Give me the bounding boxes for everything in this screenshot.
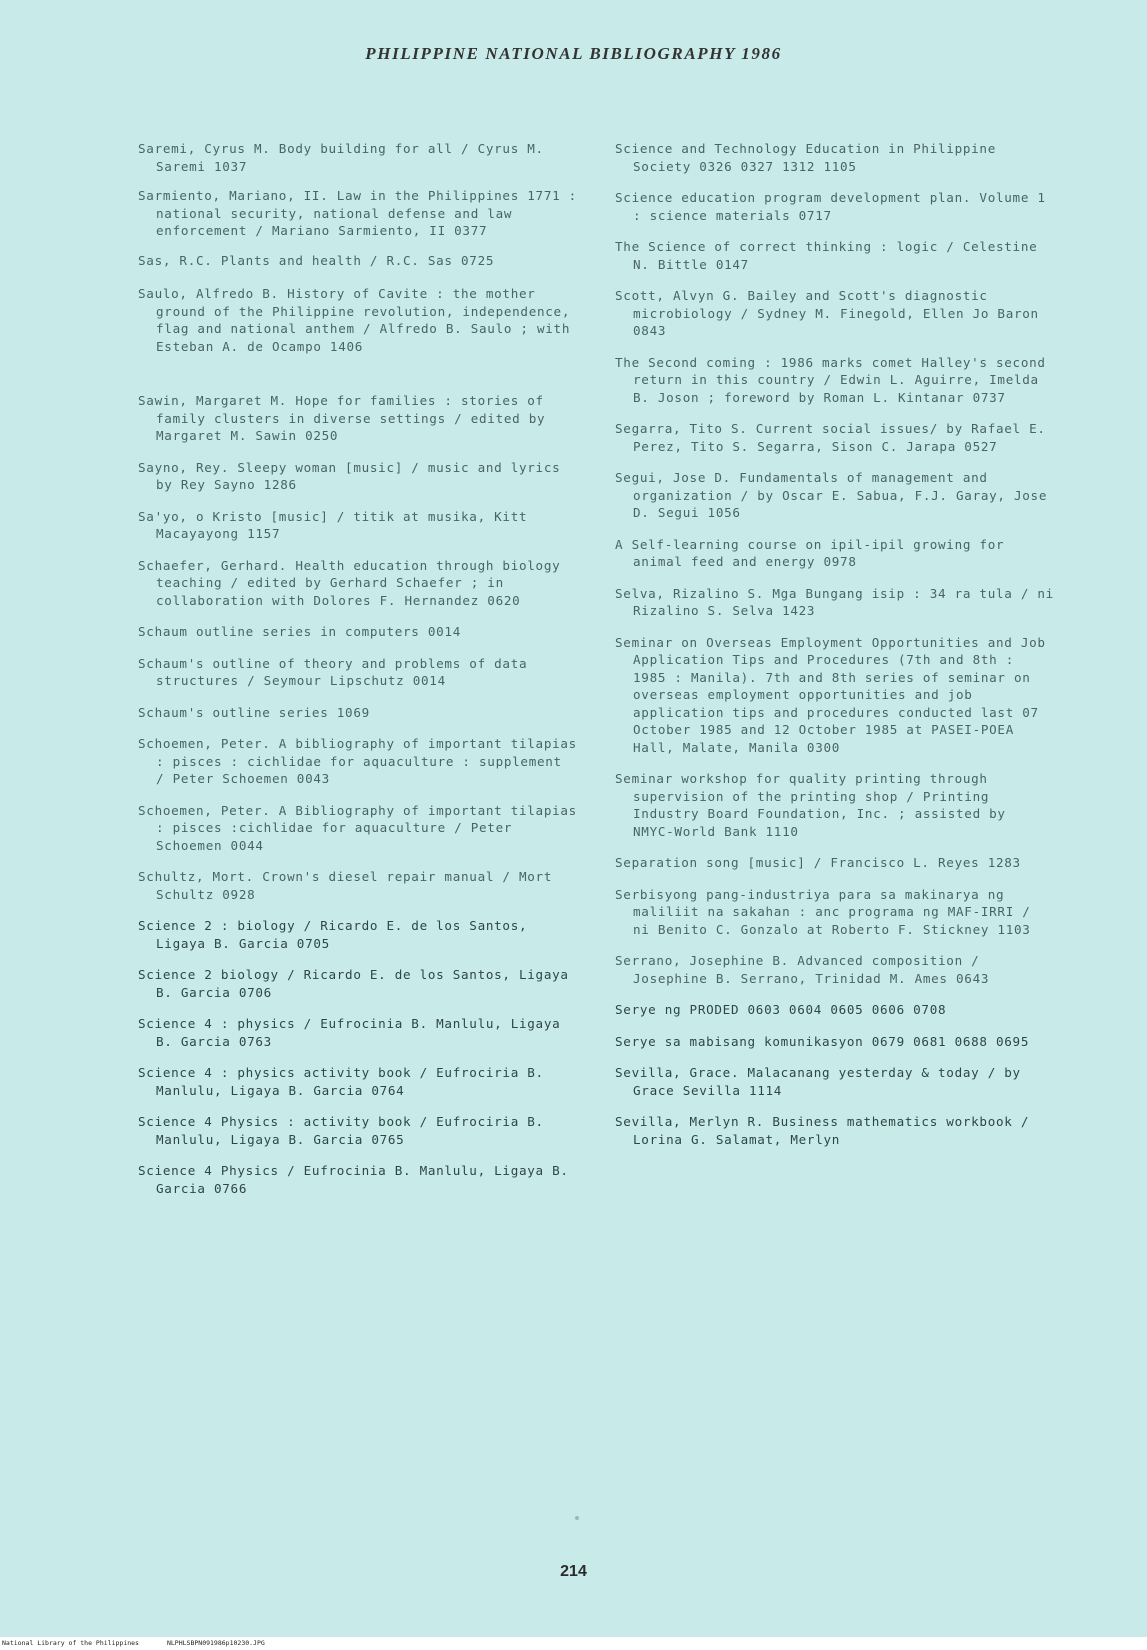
list-item: The Second coming : 1986 marks comet Halley's second return in this country / Edwin L. Aguirre, Imelda B. Joson ; foreword by Roman L. Kintanar 0737 — [615, 354, 1046, 405]
list-item: Science and Technology Education in Philippine Society 0326 0327 1312 1105 — [615, 141, 996, 174]
list-item: Serbisyong pang-industriya para sa makinarya ng maliliit na sakahan : anc programa ng MAF-IRRI / ni Benito C. Gonzalo at Roberto F. Stickney 1103 — [615, 886, 1031, 937]
list-item: Sevilla, Grace. Malacanang yesterday & today / by Grace Sevilla 1114 — [615, 1065, 1021, 1098]
right-column — [615, 140, 1055, 1162]
list-item: Sawin, Margaret M. Hope for families : stories of family clusters in diverse settings / edited by Margaret M. Sawin 0250 — [138, 393, 546, 443]
list-item: Scott, Alvyn G. Bailey and Scott's diagnostic microbiology / Sydney M. Finegold, Ellen Jo Baron 0843 — [615, 288, 1039, 338]
list-item: Schaum outline series in computers 0014 — [138, 624, 462, 639]
list-item: Schaum's outline series 1069 — [138, 704, 370, 720]
list-item: Science 2 biology / Ricardo E. de los Santos, Ligaya B. Garcia 0706 — [138, 967, 569, 1000]
list-item: Sarmiento, Mariano, II. Law in the Philippines 1771 : national security, national defense and law enforcement / Mariano Sarmiento, II 0377 — [138, 188, 577, 238]
list-item: Schultz, Mort. Crown's diesel repair manual / Mort Schultz 0928 — [138, 869, 553, 902]
list-item: Saremi, Cyrus M. Body building for all / Cyrus M. Saremi 1037 — [138, 141, 544, 174]
list-item: The Science of correct thinking : logic / Celestine N. Bittle 0147 — [615, 239, 1038, 272]
footer-library-name: National Library of the Philippines — [2, 1639, 139, 1647]
list-item: Science education program development plan. Volume 1 : science materials 0717 — [615, 190, 1046, 223]
list-item: Saulo, Alfredo B. History of Cavite : the mother ground of the Philippine revolution, independence, flag and national anthem / Alfredo B. Saulo ; with Esteban A. de Ocampo 1406 — [138, 286, 571, 354]
list-item: A Self-learning course on ipil-ipil growing for animal feed and energy 0978 — [615, 536, 1005, 569]
scan-footer — [0, 1637, 1147, 1650]
footer-file-name: NLPHLSBPN091986p10230.JPG — [166, 1639, 265, 1647]
list-item: Sevilla, Merlyn R. Business mathematics workbook / Lorina G. Salamat, Merlyn — [615, 1114, 1030, 1147]
list-item: Serye sa mabisang komunikasyon 0679 0681 0688 0695 — [615, 1033, 1030, 1049]
list-item: Science 4 : physics / Eufrocinia B. Manlulu, Ligaya B. Garcia 0763 — [138, 1016, 561, 1049]
list-item: Seminar workshop for quality printing through supervision of the printing shop / Printing Industry Board Foundation, Inc. ; assisted by NMYC-World Bank 1110 — [615, 771, 1006, 839]
page-title: PHILIPPINE NATIONAL BIBLIOGRAPHY 1986 — [365, 44, 782, 63]
left-column — [138, 140, 578, 1211]
list-item: Science 4 Physics : activity book / Eufrociria B. Manlulu, Ligaya B. Garcia 0765 — [138, 1114, 544, 1147]
list-item: Segui, Jose D. Fundamentals of management and organization / by Oscar E. Sabua, F.J. Garay, Jose D. Segui 1056 — [615, 470, 1048, 520]
list-item: Science 4 : physics activity book / Eufrociria B. Manlulu, Ligaya B. Garcia 0764 — [138, 1065, 544, 1098]
list-item: Schaefer, Gerhard. Health education through biology teaching / edited by Gerhard Schaefer ; in collaboration with Dolores F. Hernandez 0620 — [138, 557, 561, 608]
list-item: Segarra, Tito S. Current social issues/ by Rafael E. Perez, Tito S. Segarra, Sison C. Jarapa 0527 — [615, 421, 1046, 454]
list-item: Science 2 : biology / Ricardo E. de los Santos, Ligaya B. Garcia 0705 — [138, 918, 528, 951]
list-item: Serrano, Josephine B. Advanced composition / Josephine B. Serrano, Trinidad M. Ames 0643 — [615, 953, 990, 986]
list-item: Sayno, Rey. Sleepy woman [music] / music and lyrics by Rey Sayno 1286 — [138, 459, 561, 492]
list-item: Seminar on Overseas Employment Opportunities and Job Application Tips and Procedures (7th and 8th : 1985 : Manila). 7th and 8th series of seminar on overseas employment opportunities and job application tips and procedures conducted last 07 October 1985 and 12 October 1985 at PASEI-POEA Hall, Malate, Manila 0300 — [615, 634, 1046, 755]
list-item: Schoemen, Peter. A bibliography of important tilapias : pisces : cichlidae for aquaculture : supplement / Peter Schoemen 0043 — [138, 736, 577, 786]
list-item: Science 4 Physics / Eufrocinia B. Manlulu, Ligaya B. Garcia 0766 — [138, 1163, 569, 1196]
page-number: 214 — [560, 1563, 587, 1580]
list-item: Serye ng PRODED 0603 0604 0605 0606 0708 — [615, 1002, 947, 1017]
list-item: Selva, Rizalino S. Mga Bungang isip : 34 ra tula / ni Rizalino S. Selva 1423 — [615, 585, 1054, 618]
list-item: Schaum's outline of theory and problems of data structures / Seymour Lipschutz 0014 — [138, 655, 528, 688]
list-item: Sas, R.C. Plants and health / R.C. Sas 0725 — [138, 252, 495, 268]
list-item: Schoemen, Peter. A Bibliography of important tilapias : pisces :cichlidae for aquaculture / Peter Schoemen 0044 — [138, 802, 577, 853]
list-item: Separation song [music] / Francisco L. Reyes 1283 — [615, 855, 1021, 870]
list-item: Sa'yo, o Kristo [music] / titik at musika, Kitt Macayayong 1157 — [138, 508, 528, 541]
scan-speck — [575, 1516, 579, 1520]
